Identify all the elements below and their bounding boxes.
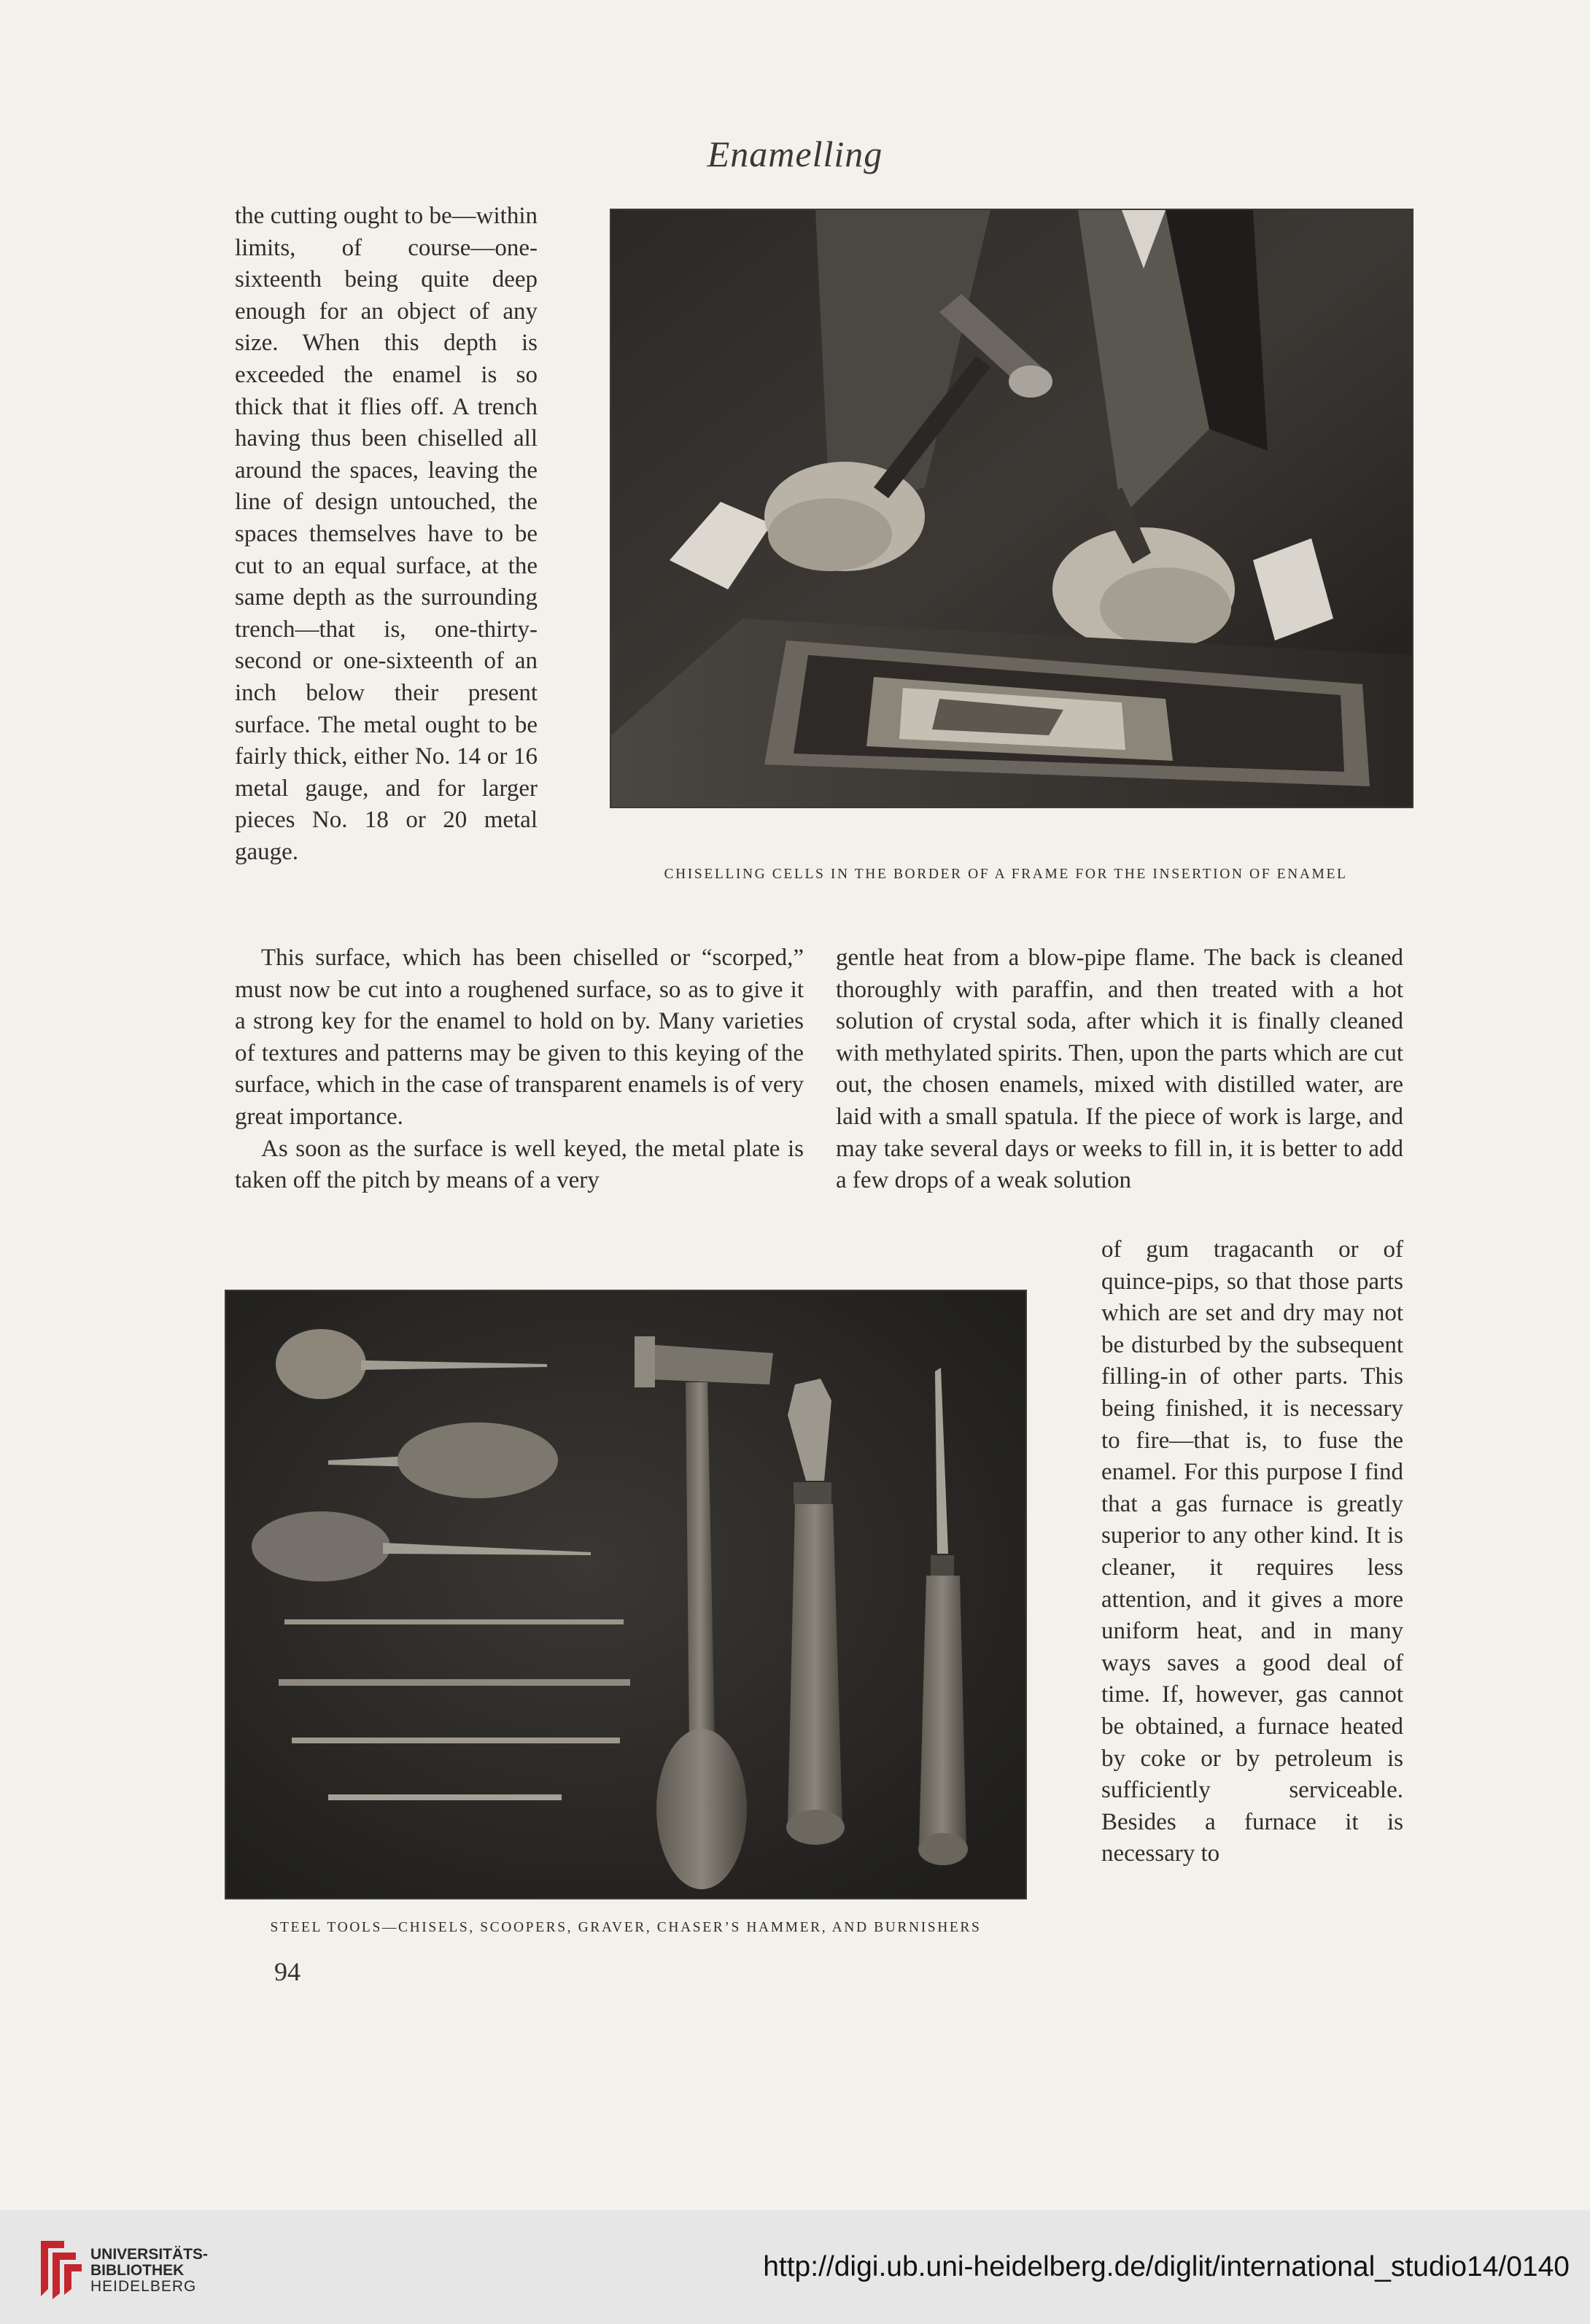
- running-head: Enamelling: [707, 133, 883, 174]
- library-footer: [0, 2210, 1590, 2324]
- logo-line-1: UNIVERSITÄTS-: [90, 2246, 209, 2263]
- figure-caption-top: CHISELLING CELLS IN THE BORDER OF A FRAME FOR THE INSERTION OF ENAMEL: [664, 867, 1348, 882]
- narrow-paragraph: the cutting ought to be—within limits, of course—one-sixteenth being quite deep enough for an object of any size. When this depth is exceeded the enamel is so thick that it flies off. A trench having thus been chiselled all around the spaces, leaving the line of design untouched, the spaces themselves have to be cut to an equal surface, at the same depth as the surrounding trench—that is, one-thirty-second or one-sixteenth of an inch below their present surface. The metal ought to be fairly thick, either No. 14 or 16 metal gauge, and for larger pieces No. 18 or 20 metal gauge.: [235, 203, 538, 865]
- library-logo-icon: [35, 2238, 85, 2299]
- library-logo-text: [90, 2247, 208, 2295]
- left-paragraph-2: As soon as the surface is well keyed, the metal plate is taken off the pitch by means of a very: [235, 1135, 804, 1194]
- left-paragraph-1: This surface, which has been chiselled or “scorped,” must now be cut into a roughened surface, so as to give it a strong key for the enamel to hold on by. Many varieties of textures and patterns may be given to this keying of the surface, which in the case of transparent enamels is of very great importance.: [235, 945, 804, 1130]
- left-column-text: [235, 942, 804, 1197]
- logo-line-3: HEIDELBERG: [90, 2278, 197, 2295]
- right-narrow-column-text: [1101, 1234, 1403, 1870]
- right-paragraph-narrow: of gum tragacanth or of quince-pips, so that those parts which are set and dry may not be disturbed by the subsequent filling-in of other parts. This being finished, it is necessary to fire—that is, to fuse the enamel. For this purpose I find that a gas furnace is greatly superior to any other kind. It is cleaner, it requires less attention, and it gives a more uniform heat, and in many ways saves a good deal of time. If, however, gas cannot be obtained, a furnace heated by coke or by petroleum is sufficiently serviceable. Besides a furnace it is necessary to: [1101, 1236, 1403, 1867]
- photo-steel-tools: [226, 1291, 1025, 1898]
- photo-chiselling-frame: [611, 210, 1412, 807]
- right-paragraph-top: gentle heat from a blow-pipe flame. The back is cleaned thoroughly with paraffin, and then treated with a hot solution of crystal soda, after which it is finally cleaned with methylated spirits. Then, upon the parts which are cut out, the chosen enamels, mixed with distilled water, are laid with a small spatula. If the piece of work is large, and may take several days or weeks to fill in, it is better to add a few drops of a weak solution: [836, 945, 1403, 1194]
- page-number: 94: [274, 1957, 300, 1986]
- source-url-link[interactable]: http://digi.ub.uni-heidelberg.de/diglit/international_studio14/0140: [763, 2251, 1570, 2282]
- figure-caption-bottom: STEEL TOOLS—CHISELS, SCOOPERS, GRAVER, CHASER’S HAMMER, AND BURNISHERS: [270, 1920, 982, 1935]
- narrow-column-text: [235, 201, 538, 868]
- right-column-text: [836, 942, 1403, 1197]
- logo-line-2: BIBLIOTHEK: [90, 2262, 185, 2279]
